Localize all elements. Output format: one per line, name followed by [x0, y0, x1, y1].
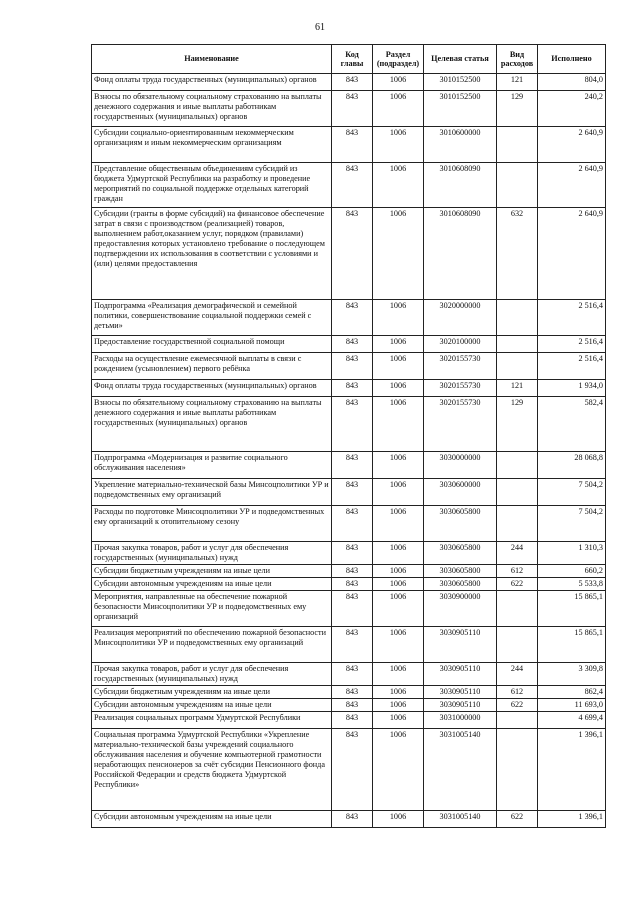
cell-executed: 3 309,8: [538, 663, 606, 686]
cell-code: 843: [332, 578, 373, 591]
cell-section: 1006: [373, 479, 424, 506]
cell-section: 1006: [373, 712, 424, 729]
cell-section: 1006: [373, 591, 424, 627]
cell-name: Реализация мероприятий по обеспечению пожарной безопасности Минсоцполитики УР и подведомственных ему организаций: [92, 627, 332, 663]
table-row: [92, 811, 606, 828]
cell-section: 1006: [373, 380, 424, 397]
cell-code: 843: [332, 591, 373, 627]
cell-code: 843: [332, 300, 373, 336]
cell-code: 843: [332, 380, 373, 397]
cell-executed: 1 310,3: [538, 542, 606, 565]
cell-name: Субсидии автономным учреждениям на иные цели: [92, 699, 332, 712]
cell-section: 1006: [373, 729, 424, 811]
cell-executed: 2 640,9: [538, 163, 606, 208]
cell-executed: 15 865,1: [538, 591, 606, 627]
cell-code: 843: [332, 663, 373, 686]
cell-section: 1006: [373, 699, 424, 712]
table-row: [92, 506, 606, 542]
cell-executed: 804,0: [538, 74, 606, 91]
cell-section: 1006: [373, 627, 424, 663]
cell-code: 843: [332, 729, 373, 811]
cell-name: Фонд оплаты труда государственных (муниципальных) органов: [92, 74, 332, 91]
table-row: [92, 565, 606, 578]
cell-name: Представление общественным объединениям субсидий из бюджета Удмуртской Республики на разработку и проведение мероприятий по социальной поддержке отдельных категорий граждан: [92, 163, 332, 208]
cell-section: 1006: [373, 565, 424, 578]
table-row: [92, 578, 606, 591]
cell-kind: [497, 336, 538, 353]
table-row: [92, 479, 606, 506]
cell-executed: 2 516,4: [538, 353, 606, 380]
cell-section: 1006: [373, 663, 424, 686]
header-target: Целевая статья: [424, 45, 497, 74]
cell-section: 1006: [373, 74, 424, 91]
table-row: [92, 91, 606, 127]
cell-target: 3010152500: [424, 91, 497, 127]
page-number: 61: [315, 22, 325, 33]
cell-target: 3030905110: [424, 699, 497, 712]
cell-name: Субсидии социально-ориентированным некоммерческим организациям и иным некоммерческим организациям: [92, 127, 332, 163]
table-row: [92, 336, 606, 353]
cell-target: 3020155730: [424, 397, 497, 452]
table-row: [92, 712, 606, 729]
cell-target: 3020155730: [424, 380, 497, 397]
cell-section: 1006: [373, 811, 424, 828]
table-row: [92, 127, 606, 163]
cell-kind: 622: [497, 578, 538, 591]
cell-name: Укрепление материально-технической базы Минсоцполитики УР и подведомственных ему организаций: [92, 479, 332, 506]
cell-name: Субсидии автономным учреждениям на иные цели: [92, 578, 332, 591]
cell-executed: 1 934,0: [538, 380, 606, 397]
cell-target: 3031005140: [424, 811, 497, 828]
table-row: [92, 663, 606, 686]
cell-code: 843: [332, 208, 373, 300]
cell-target: 3030000000: [424, 452, 497, 479]
budget-execution-table: [91, 44, 606, 828]
cell-executed: 7 504,2: [538, 479, 606, 506]
cell-kind: 129: [497, 397, 538, 452]
cell-code: 843: [332, 74, 373, 91]
table-row: [92, 380, 606, 397]
cell-executed: 5 533,8: [538, 578, 606, 591]
cell-kind: 622: [497, 811, 538, 828]
cell-target: 3010600000: [424, 127, 497, 163]
cell-target: 3030605800: [424, 542, 497, 565]
cell-name: Предоставление государственной социальной помощи: [92, 336, 332, 353]
cell-executed: 2 640,9: [538, 208, 606, 300]
cell-target: 3030905110: [424, 627, 497, 663]
cell-code: 843: [332, 699, 373, 712]
cell-code: 843: [332, 91, 373, 127]
cell-target: 3030600000: [424, 479, 497, 506]
cell-name: Прочая закупка товаров, работ и услуг для обеспечения государственных (муниципальных) нужд: [92, 663, 332, 686]
cell-kind: 612: [497, 686, 538, 699]
cell-executed: 2 516,4: [538, 336, 606, 353]
cell-executed: 4 699,4: [538, 712, 606, 729]
cell-section: 1006: [373, 91, 424, 127]
cell-section: 1006: [373, 300, 424, 336]
cell-kind: 121: [497, 74, 538, 91]
cell-name: Подпрограмма «Реализация демографической и семейной политики, совершенствование социальной поддержки семей с детьми»: [92, 300, 332, 336]
table-row: [92, 353, 606, 380]
cell-section: 1006: [373, 353, 424, 380]
table-row: [92, 397, 606, 452]
cell-section: 1006: [373, 542, 424, 565]
cell-target: 3030605800: [424, 578, 497, 591]
cell-target: 3020100000: [424, 336, 497, 353]
cell-kind: [497, 627, 538, 663]
cell-name: Прочая закупка товаров, работ и услуг для обеспечения государственных (муниципальных) нужд: [92, 542, 332, 565]
cell-code: 843: [332, 397, 373, 452]
cell-target: 3030905110: [424, 663, 497, 686]
table-row: [92, 542, 606, 565]
cell-executed: 240,2: [538, 91, 606, 127]
table-row: [92, 208, 606, 300]
cell-executed: 582,4: [538, 397, 606, 452]
cell-target: 3031000000: [424, 712, 497, 729]
table-row: [92, 627, 606, 663]
cell-code: 843: [332, 452, 373, 479]
cell-code: 843: [332, 163, 373, 208]
cell-kind: [497, 127, 538, 163]
cell-section: 1006: [373, 578, 424, 591]
cell-kind: 612: [497, 565, 538, 578]
cell-section: 1006: [373, 397, 424, 452]
cell-target: 3010152500: [424, 74, 497, 91]
cell-name: Расходы по подготовке Минсоцполитики УР и подведомственных ему организаций к отопительному сезону: [92, 506, 332, 542]
cell-target: 3020000000: [424, 300, 497, 336]
cell-name: Расходы на осуществление ежемесячной выплаты в связи с рождением (усыновлением) первого ребёнка: [92, 353, 332, 380]
cell-code: 843: [332, 565, 373, 578]
cell-name: Субсидии автономным учреждениям на иные цели: [92, 811, 332, 828]
cell-executed: 2 640,9: [538, 127, 606, 163]
cell-name: Подпрограмма «Модернизация и развитие социального обслуживания населения»: [92, 452, 332, 479]
cell-executed: 7 504,2: [538, 506, 606, 542]
cell-kind: [497, 729, 538, 811]
cell-code: 843: [332, 479, 373, 506]
cell-kind: [497, 300, 538, 336]
cell-executed: 15 865,1: [538, 627, 606, 663]
cell-kind: [497, 712, 538, 729]
cell-target: 3010608090: [424, 163, 497, 208]
cell-name: Субсидии бюджетным учреждениям на иные цели: [92, 565, 332, 578]
table-row: [92, 74, 606, 91]
table-row: [92, 300, 606, 336]
cell-executed: 1 396,1: [538, 811, 606, 828]
table-row: [92, 686, 606, 699]
cell-executed: 862,4: [538, 686, 606, 699]
cell-executed: 11 693,0: [538, 699, 606, 712]
cell-target: 3030605800: [424, 506, 497, 542]
table-row: [92, 729, 606, 811]
cell-kind: [497, 353, 538, 380]
table-row: [92, 699, 606, 712]
cell-code: 843: [332, 627, 373, 663]
cell-target: 3020155730: [424, 353, 497, 380]
cell-code: 843: [332, 542, 373, 565]
cell-target: 3030905110: [424, 686, 497, 699]
cell-executed: 28 068,8: [538, 452, 606, 479]
cell-target: 3030900000: [424, 591, 497, 627]
header-code: Код главы: [332, 45, 373, 74]
cell-section: 1006: [373, 208, 424, 300]
cell-name: Взносы по обязательному социальному страхованию на выплаты денежного содержания и иные выплаты работникам государственных (муниципальных) органов: [92, 91, 332, 127]
cell-kind: [497, 163, 538, 208]
cell-name: Фонд оплаты труда государственных (муниципальных) органов: [92, 380, 332, 397]
cell-name: Реализация социальных программ Удмуртской Республики: [92, 712, 332, 729]
cell-code: 843: [332, 127, 373, 163]
table-row: [92, 163, 606, 208]
cell-code: 843: [332, 712, 373, 729]
cell-name: Мероприятия, направленные на обеспечение пожарной безопасности Минсоцполитики УР и подведомственных ему организаций: [92, 591, 332, 627]
header-executed: Исполнено: [538, 45, 606, 74]
cell-section: 1006: [373, 686, 424, 699]
table-row: [92, 452, 606, 479]
cell-code: 843: [332, 353, 373, 380]
cell-code: 843: [332, 686, 373, 699]
header-kind: Вид расходов: [497, 45, 538, 74]
cell-executed: 1 396,1: [538, 729, 606, 811]
table-body: [92, 74, 606, 828]
cell-executed: 2 516,4: [538, 300, 606, 336]
cell-section: 1006: [373, 506, 424, 542]
cell-section: 1006: [373, 163, 424, 208]
cell-name: Социальная программа Удмуртской Республики «Укрепление материально-технической базы учреждений социального обслуживания населения и обучение компьютерной грамотности неработающих пенсионеров за счёт субсидии Пенсионного фонда Российской Федерации и средств бюджета Удмуртской Республики»: [92, 729, 332, 811]
cell-name: Субсидии бюджетным учреждениям на иные цели: [92, 686, 332, 699]
cell-name: Взносы по обязательному социальному страхованию на выплаты денежного содержания и иные выплаты работникам государственных (муниципальных) органов: [92, 397, 332, 452]
cell-kind: [497, 506, 538, 542]
cell-kind: [497, 479, 538, 506]
cell-kind: 121: [497, 380, 538, 397]
cell-target: 3030605800: [424, 565, 497, 578]
cell-code: 843: [332, 506, 373, 542]
cell-kind: [497, 452, 538, 479]
table-header-row: [92, 45, 606, 74]
cell-kind: 622: [497, 699, 538, 712]
cell-kind: [497, 591, 538, 627]
cell-kind: 632: [497, 208, 538, 300]
cell-section: 1006: [373, 127, 424, 163]
cell-target: 3010608090: [424, 208, 497, 300]
cell-section: 1006: [373, 452, 424, 479]
cell-name: Субсидии (гранты в форме субсидий) на финансовое обеспечение затрат в связи с производством (реализацией) товаров, выполнением работ,оказанием услуг, порядком (правилами) предоставления которых установлено требование о последующем подтверждении их использования в соответствии с условиями и (или) целями предоставления: [92, 208, 332, 300]
cell-code: 843: [332, 811, 373, 828]
cell-kind: 244: [497, 663, 538, 686]
cell-kind: 244: [497, 542, 538, 565]
table-row: [92, 591, 606, 627]
cell-target: 3031005140: [424, 729, 497, 811]
header-section: Раздел (подраздел): [373, 45, 424, 74]
cell-section: 1006: [373, 336, 424, 353]
cell-executed: 660,2: [538, 565, 606, 578]
cell-kind: 129: [497, 91, 538, 127]
cell-code: 843: [332, 336, 373, 353]
header-name: Наименование: [92, 45, 332, 74]
